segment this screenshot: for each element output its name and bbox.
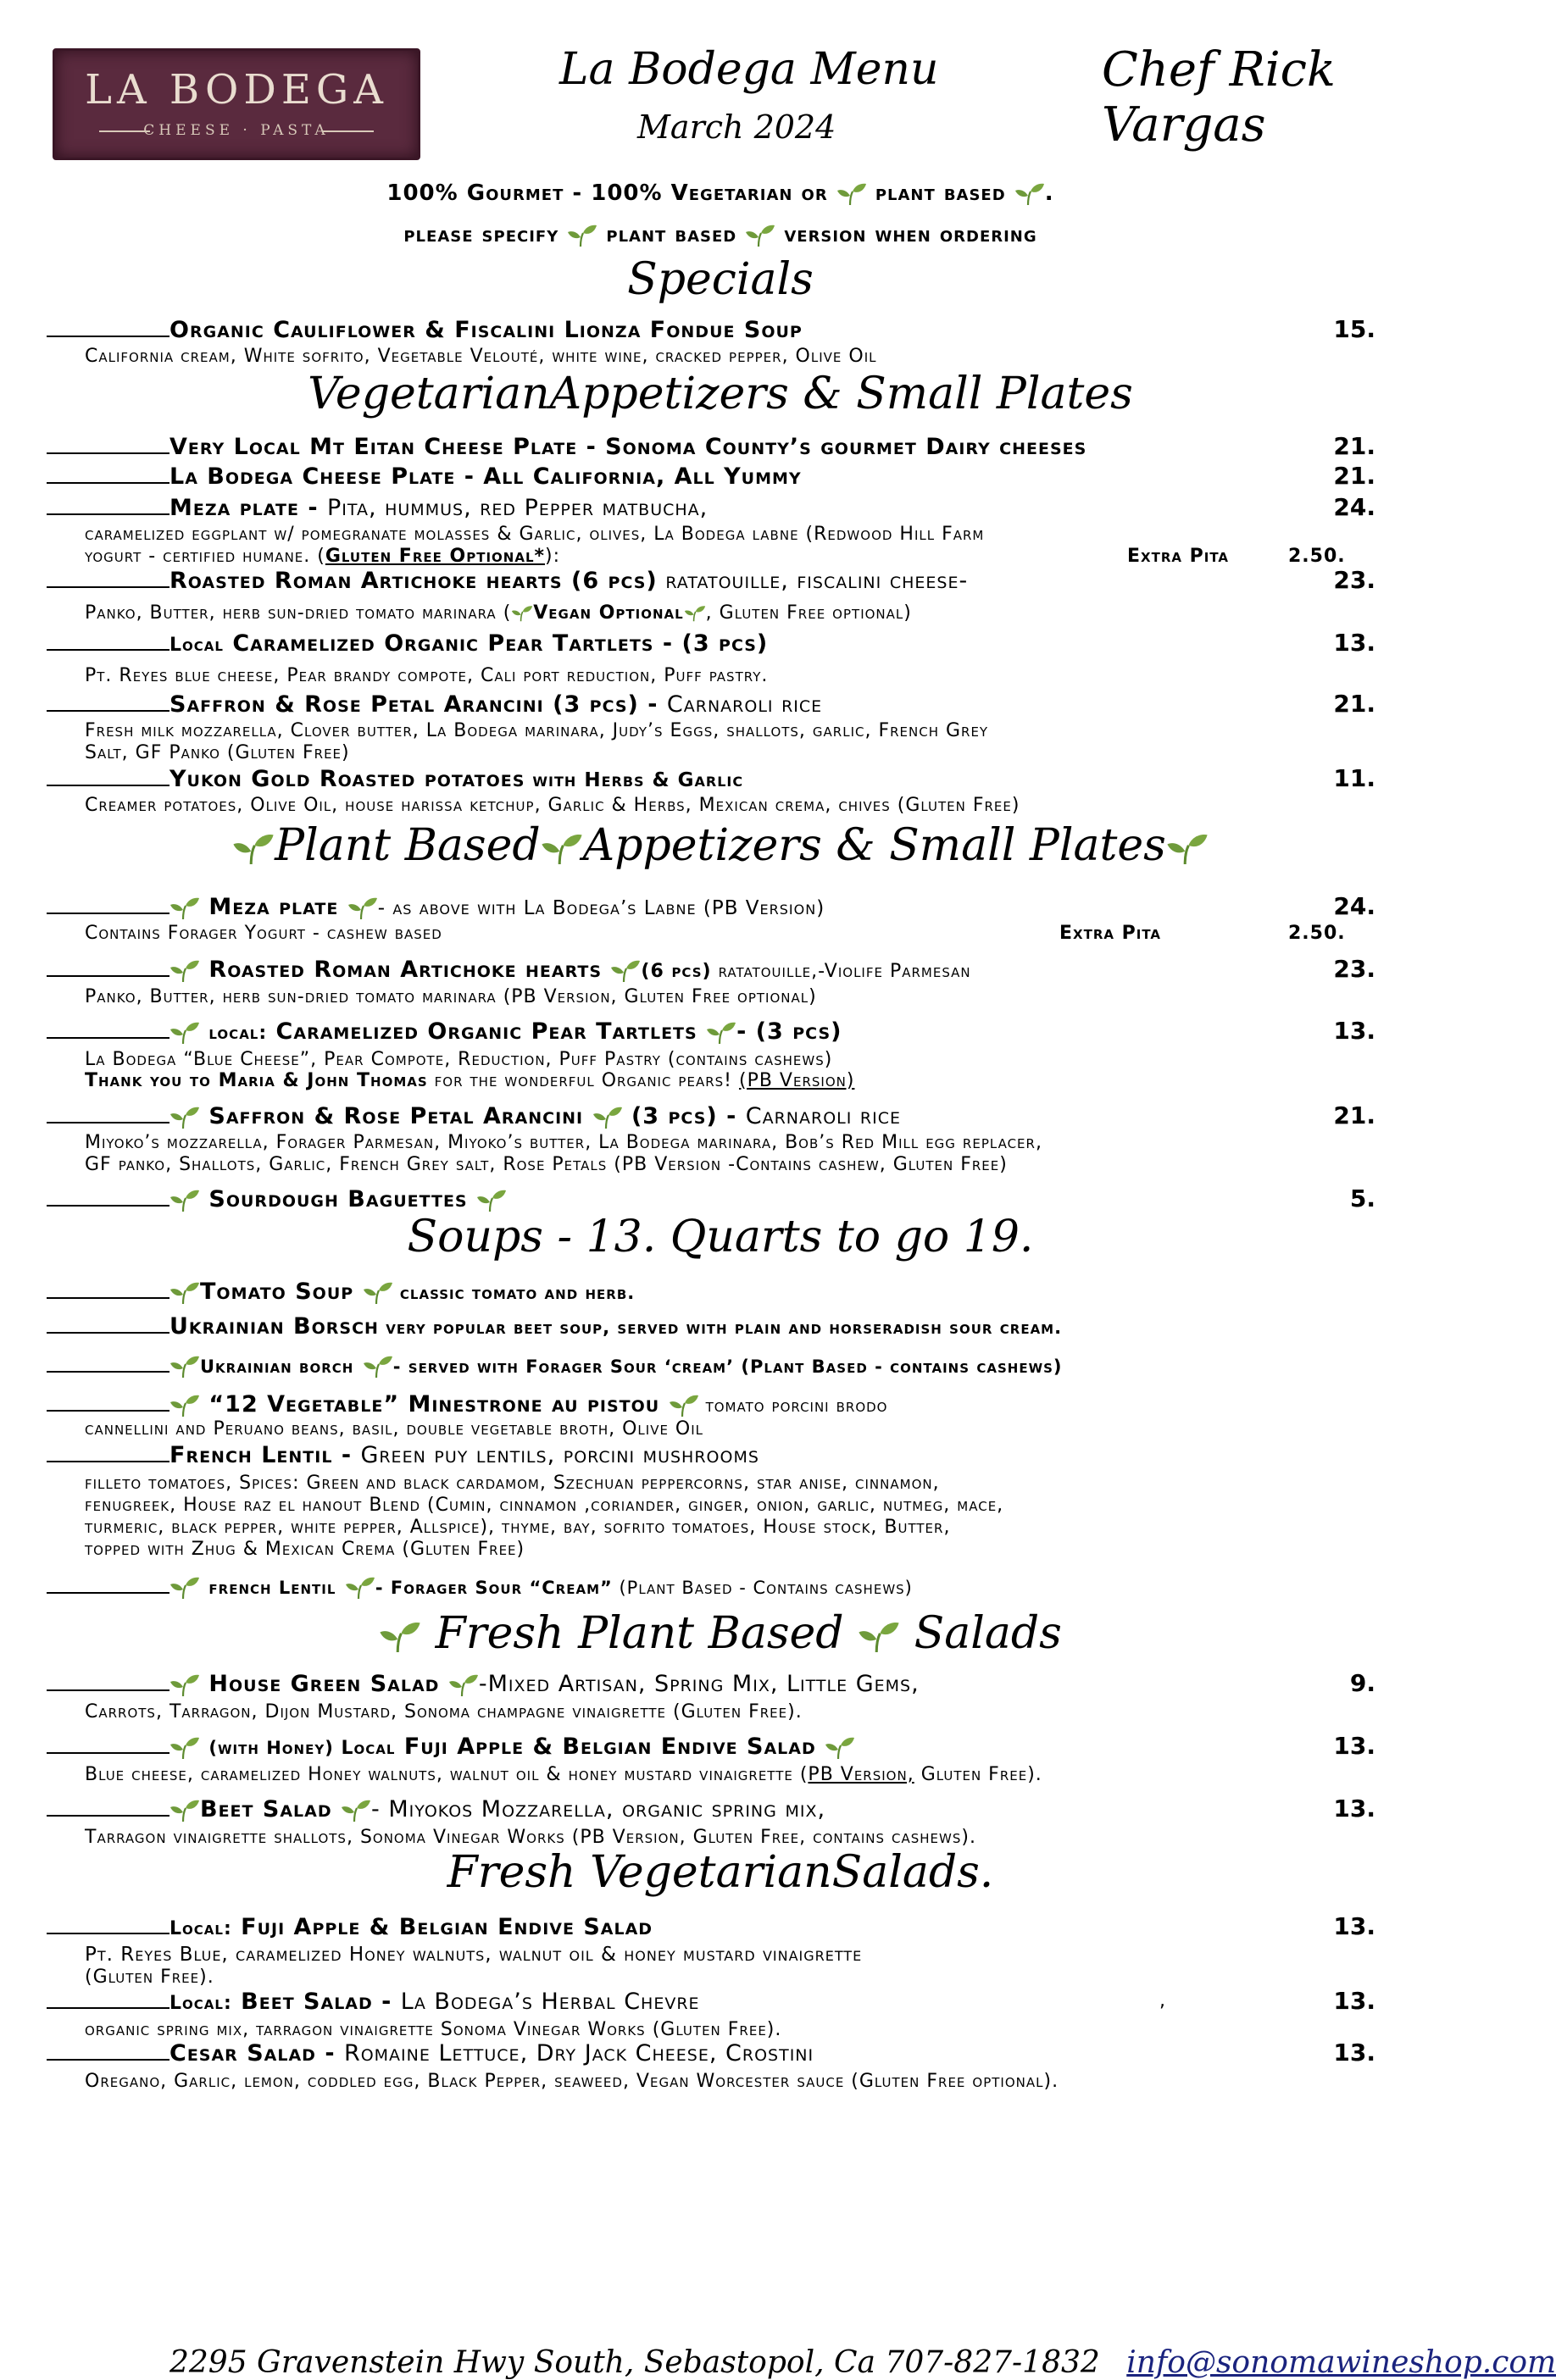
- thanks-note: Thank you to Maria & John Thomas for the wonderful Organic pears! (PB Version): [85, 1070, 855, 1091]
- section-specials: Specials: [627, 254, 814, 305]
- item-description: filleto tomatoes, Spices: Green and black cardamom, Szechuan peppercorns, star anise, cinnamon,: [85, 1473, 940, 1494]
- item-description: Pt. Reyes Blue, caramelized Honey walnuts, walnut oil & honey mustard vinaigrette: [85, 1944, 863, 1966]
- leaf-icon: [169, 1736, 200, 1760]
- stray-comma: ,: [1159, 1990, 1165, 2011]
- item-name: Fuji Apple & Belgian Endive Salad: [395, 1734, 816, 1760]
- item-price: 5.: [1349, 1184, 1375, 1212]
- menu-item-arancini: [47, 690, 822, 718]
- leaf-icon: [448, 1673, 479, 1697]
- item-detail: tomato porcini brodo: [698, 1395, 888, 1417]
- section-soups: Soups - 13. Quarts to go 19.: [407, 1212, 1034, 1262]
- section-text: Salads: [914, 1608, 1062, 1659]
- section-plant-based-appetizers: [0, 820, 1441, 871]
- item-detail: classic tomato and herb.: [392, 1283, 636, 1303]
- leaf-icon: [1014, 182, 1045, 206]
- item-description: Miyoko’s mozzarella, Forager Parmesan, Miyoko’s butter, La Bodega marinara, Bob’s Red Mill egg replacer,: [85, 1132, 1042, 1153]
- menu-item-beet-salad: [47, 1987, 700, 2015]
- leaf-icon: [232, 832, 275, 866]
- menu-item-pb-borch: [47, 1351, 1063, 1379]
- leaf-icon: [169, 1799, 200, 1822]
- item-description: topped with Zhug & Mexican Crema (Gluten Free): [85, 1539, 525, 1560]
- section-text: Plant Based: [275, 820, 541, 871]
- item-description: Contains Forager Yogurt - cashew based: [85, 923, 442, 944]
- leaf-icon: [858, 1620, 900, 1654]
- menu-item-house-green-salad: [47, 1669, 920, 1697]
- leaf-icon: [684, 605, 706, 622]
- item-prefix: (with Honey): [208, 1738, 334, 1758]
- item-description: GF panko, Shallots, Garlic, French Grey salt, Rose Petals (PB Version -Contains cashew, Gluten Free): [85, 1154, 1008, 1175]
- item-description: Salt, GF Panko (Gluten Free): [85, 742, 350, 763]
- footer: [169, 2345, 1556, 2380]
- item-detail: ratatouille, fiscalini cheese-: [657, 568, 969, 594]
- extra-pita-label: Extra Pita: [1127, 546, 1230, 567]
- item-name: Beet Salad -: [231, 1989, 401, 2015]
- item-description: California cream, White sofrito, Vegetable Velouté, white wine, cracked pepper, Olive Oil: [85, 346, 877, 367]
- leaf-icon: [169, 1021, 200, 1045]
- item-name: House Green Salad: [208, 1671, 440, 1697]
- item-description: Panko, Butter, herb sun-dried tomato marinara (PB Version, Gluten Free optional): [85, 986, 817, 1007]
- leaf-icon: [825, 1736, 855, 1760]
- section-text: Appetizers & Small Plates: [582, 820, 1166, 871]
- item-description: (Gluten Free).: [85, 1967, 214, 1988]
- section-text: Fresh Plant Based: [435, 1608, 844, 1659]
- item-price: 13.: [1333, 2039, 1375, 2067]
- menu-date: March 2024: [637, 108, 836, 146]
- menu-item-french-lentil: [47, 1440, 759, 1468]
- item-detail: (Plant Based - Contains cashews): [612, 1578, 913, 1598]
- leaf-icon: [169, 1394, 200, 1417]
- item-price: 23.: [1333, 566, 1375, 594]
- item-price: 21.: [1333, 432, 1375, 460]
- item-name: Yukon Gold Roasted potatoes: [169, 766, 525, 792]
- item-name: Meza plate: [208, 894, 339, 920]
- item-price: 13.: [1333, 1912, 1375, 1940]
- footer-address: 2295 Gravenstein Hwy South, Sebastopol, Ca 707-827-1832: [169, 2345, 1100, 2380]
- item-price: 15.: [1333, 315, 1375, 343]
- menu-item-tartlets: [47, 629, 768, 657]
- item-detail: - as above with La Bodega’s Labne (PB Version): [377, 897, 825, 919]
- item-description: cannellini and Peruano beans, basil, double vegetable broth, Olive Oil: [85, 1418, 704, 1440]
- menu-title: La Bodega Menu: [559, 44, 939, 95]
- item-name: French Lentil -: [169, 1442, 361, 1468]
- item-price: 13.: [1333, 629, 1375, 657]
- item-prefix: Local:: [169, 1918, 232, 1939]
- item-price: 11.: [1333, 764, 1375, 792]
- leaf-icon: [745, 224, 775, 247]
- leaf-icon: [169, 959, 200, 983]
- leaf-icon: [1166, 832, 1209, 866]
- item-description: La Bodega “Blue Cheese”, Pear Compote, Reduction, Puff Pastry (contains cashews): [85, 1049, 833, 1070]
- menu-item-pb-meza: [47, 892, 825, 920]
- leaf-icon: [592, 1106, 623, 1129]
- item-description: turmeric, black pepper, white pepper, Allspice), thyme, bay, sofrito tomatoes, House stock, Butter,: [85, 1517, 951, 1538]
- item-detail: Green puy lentils, porcini mushrooms: [360, 1442, 759, 1468]
- leaf-icon: [476, 1189, 507, 1212]
- leaf-icon: [610, 959, 641, 983]
- item-name: french Lentil: [208, 1578, 336, 1598]
- item-name: Meza plate -: [169, 495, 327, 521]
- item-name: Tomato Soup: [200, 1279, 354, 1305]
- menu-item-borsch: [47, 1312, 1062, 1340]
- item-description: yogurt - certified humane. (Gluten Free Optional*):: [85, 546, 561, 567]
- item-name: Ukrainian borch: [200, 1356, 354, 1377]
- item-prefix: Local:: [169, 1993, 232, 2014]
- leaf-icon: [836, 182, 867, 206]
- extra-pita-price: 2.50.: [1288, 546, 1346, 567]
- item-detail: - served with Forager Sour ‘cream’ (Plant Based - contains cashews): [392, 1356, 1063, 1377]
- item-name: Beet Salad: [200, 1796, 332, 1822]
- leaf-icon: [169, 1576, 200, 1600]
- leaf-icon: [169, 1673, 200, 1697]
- item-name: Caramelized Organic Pear Tartlets: [267, 1018, 697, 1045]
- leaf-icon: [169, 1355, 200, 1379]
- leaf-icon: [345, 1576, 375, 1600]
- item-description: organic spring mix, tarragon vinaigrette Sonoma Vinegar Works (Gluten Free).: [85, 2019, 782, 2040]
- item-name: Saffron & Rose Petal Arancini (3 pcs) -: [169, 691, 667, 718]
- item-detail: (3 pcs) -: [631, 1103, 746, 1129]
- item-name: “12 Vegetable” Minestrone au pistou: [208, 1391, 660, 1417]
- leaf-icon: [511, 605, 533, 622]
- item-price: 21.: [1333, 1101, 1375, 1129]
- section-vegetarian-salads: Fresh VegetarianSalads.: [447, 1847, 994, 1898]
- item-detail: - Miyokos Mozzarella, organic spring mix,: [371, 1796, 826, 1822]
- section-plant-based-salads: [0, 1608, 1441, 1659]
- item-name: Sourdough Baguettes: [208, 1186, 468, 1212]
- menu-item-tomato-soup: [47, 1277, 635, 1305]
- item-name: La Bodega Cheese Plate - All California, All Yummy: [169, 463, 802, 490]
- leaf-icon: [567, 224, 597, 247]
- item-detail: very popular beet soup, served with plain and horseradish sour cream.: [378, 1318, 1063, 1338]
- item-name: Cesar Salad -: [169, 2040, 344, 2067]
- intro-text: plant based: [606, 222, 737, 247]
- leaf-icon: [363, 1281, 393, 1305]
- item-detail: - Forager Sour “Cream”: [375, 1578, 613, 1598]
- leaf-icon: [347, 896, 378, 920]
- menu-item-pb-lentil: [47, 1572, 913, 1600]
- intro-line-2: [0, 222, 1441, 247]
- section-vegetarian-appetizers: VegetarianAppetizers & Small Plates: [308, 369, 1133, 419]
- item-detail: - (3 pcs): [736, 1018, 842, 1045]
- menu-item-pb-tartlets: [47, 1017, 842, 1045]
- item-detail: (6 pcs): [641, 961, 712, 982]
- item-prefix: local:: [208, 1023, 268, 1044]
- menu-item-pb-artichoke: [47, 955, 971, 983]
- item-price: 13.: [1333, 1987, 1375, 2015]
- item-description: Pt. Reyes blue cheese, Pear brandy compote, Cali port reduction, Puff pastry.: [85, 665, 769, 686]
- item-price: 13.: [1333, 1017, 1375, 1045]
- leaf-icon: [541, 832, 583, 866]
- item-prefix: Local: [169, 635, 224, 656]
- menu-item-baguettes: [47, 1184, 507, 1212]
- leaf-icon: [341, 1799, 371, 1822]
- item-name: Fuji Apple & Belgian Endive Salad: [231, 1914, 653, 1940]
- footer-email-link[interactable]: info@sonomawineshop.com: [1126, 2345, 1556, 2380]
- item-detail: La Bodega’s Herbal Chevre: [400, 1989, 700, 2015]
- intro-line-1: 100% Gourmet - 100% Vegetarian or plant based .: [386, 180, 1054, 206]
- item-price: 23.: [1333, 955, 1375, 983]
- intro-text: please specify: [403, 222, 559, 247]
- menu-item-minestrone: [47, 1390, 887, 1417]
- extra-pita-price: 2.50.: [1288, 923, 1346, 944]
- item-description: Creamer potatoes, Olive Oil, house harissa ketchup, Garlic & Herbs, Mexican crema, chives (Gluten Free): [85, 795, 1020, 816]
- item-description: Carrots, Tarragon, Dijon Mustard, Sonoma champagne vinaigrette (Gluten Free).: [85, 1701, 803, 1723]
- item-prefix: Local: [333, 1738, 396, 1759]
- menu-item-eitan: [47, 432, 1086, 460]
- leaf-icon: [169, 896, 200, 920]
- chef-name: Chef Rick Vargas: [1102, 42, 1336, 153]
- item-price: 9.: [1349, 1669, 1375, 1697]
- logo-name: LA BODEGA: [85, 66, 388, 114]
- item-description: Blue cheese, caramelized Honey walnuts, walnut oil & honey mustard vinaigrette (PB Version, Gluten Free).: [85, 1764, 1042, 1785]
- leaf-icon: [706, 1021, 736, 1045]
- item-detail: Carnaroli rice: [745, 1103, 902, 1129]
- item-price: 21.: [1333, 462, 1375, 490]
- item-detail: Carnaroli rice: [666, 691, 823, 718]
- item-description: Panko, Butter, herb sun-dried tomato marinara ( Vegan Optional , Gluten Free optional): [85, 602, 912, 624]
- menu-item-pb-arancini: [47, 1101, 901, 1129]
- extra-pita-label: Extra Pita: [1059, 923, 1162, 944]
- item-price: 13.: [1333, 1732, 1375, 1760]
- leaf-icon: [169, 1106, 200, 1129]
- intro-text: plant based: [875, 180, 1006, 206]
- item-price: 24.: [1333, 892, 1375, 920]
- logo-subtitle: CHEESE · PASTA: [143, 122, 330, 139]
- item-name: Roasted Roman Artichoke hearts: [208, 957, 603, 983]
- menu-item-cheese-plate: [47, 462, 802, 490]
- menu-item-pb-fuji-salad: [47, 1732, 855, 1760]
- item-name: Saffron & Rose Petal Arancini: [208, 1103, 584, 1129]
- menu-item-pb-beet-salad: [47, 1795, 825, 1822]
- leaf-icon: [669, 1394, 699, 1417]
- menu-item-cesar-salad: [47, 2039, 814, 2067]
- item-detail: Romaine Lettuce, Dry Jack Cheese, Crostini: [343, 2040, 814, 2067]
- item-detail: with Herbs & Garlic: [525, 769, 744, 791]
- item-name: Caramelized Organic Pear Tartlets - (3 pcs): [232, 630, 769, 657]
- item-name: Very Local Mt Eitan Cheese Plate - Sonoma County’s gourmet Dairy cheeses: [169, 434, 1087, 460]
- menu-item-artichoke: [47, 566, 968, 594]
- leaf-icon: [363, 1355, 393, 1379]
- item-price: 21.: [1333, 690, 1375, 718]
- intro-text: version when ordering: [784, 222, 1037, 247]
- logo: [53, 48, 420, 160]
- item-price: 13.: [1333, 1795, 1375, 1822]
- item-name: Roasted Roman Artichoke hearts (6 pcs): [169, 568, 658, 594]
- item-description: fenugreek, House raz el hanout Blend (Cumin, cinnamon ,coriander, ginger, onion, garlic, nutmeg, mace,: [85, 1495, 1004, 1516]
- item-description: Tarragon vinaigrette shallots, Sonoma Vinegar Works (PB Version, Gluten Free, contains cashews).: [85, 1827, 976, 1848]
- item-name: Ukrainian Borsch: [169, 1313, 379, 1340]
- item-detail: ratatouille,-Violife Parmesan: [711, 961, 971, 982]
- menu-item-fuji-salad: [47, 1912, 653, 1940]
- leaf-icon: [169, 1281, 200, 1305]
- menu-item-yukon: [47, 764, 743, 792]
- item-detail: Pita, hummus, red Pepper matbucha,: [326, 495, 709, 521]
- menu-item-meza: [47, 493, 708, 521]
- item-description: caramelized eggplant w/ pomegranate molasses & Garlic, olives, La Bodega labne (Redwood Hill Farm: [85, 524, 985, 545]
- item-description: Oregano, Garlic, lemon, coddled egg, Black Pepper, seaweed, Vegan Worcester sauce (Gluten Free optional).: [85, 2071, 1059, 2092]
- menu-item-fondue: [47, 315, 803, 343]
- item-name: Organic Cauliflower & Fiscalini Lionza Fondue Soup: [169, 317, 803, 343]
- item-detail: -Mixed Artisan, Spring Mix, Little Gems,: [478, 1671, 920, 1697]
- leaf-icon: [379, 1620, 421, 1654]
- item-price: 24.: [1333, 493, 1375, 521]
- intro-text: 100% Gourmet - 100% Vegetarian or: [386, 180, 828, 206]
- leaf-icon: [169, 1189, 200, 1212]
- item-description: Fresh milk mozzarella, Clover butter, La Bodega marinara, Judy’s Eggs, shallots, garlic, French Grey: [85, 720, 989, 741]
